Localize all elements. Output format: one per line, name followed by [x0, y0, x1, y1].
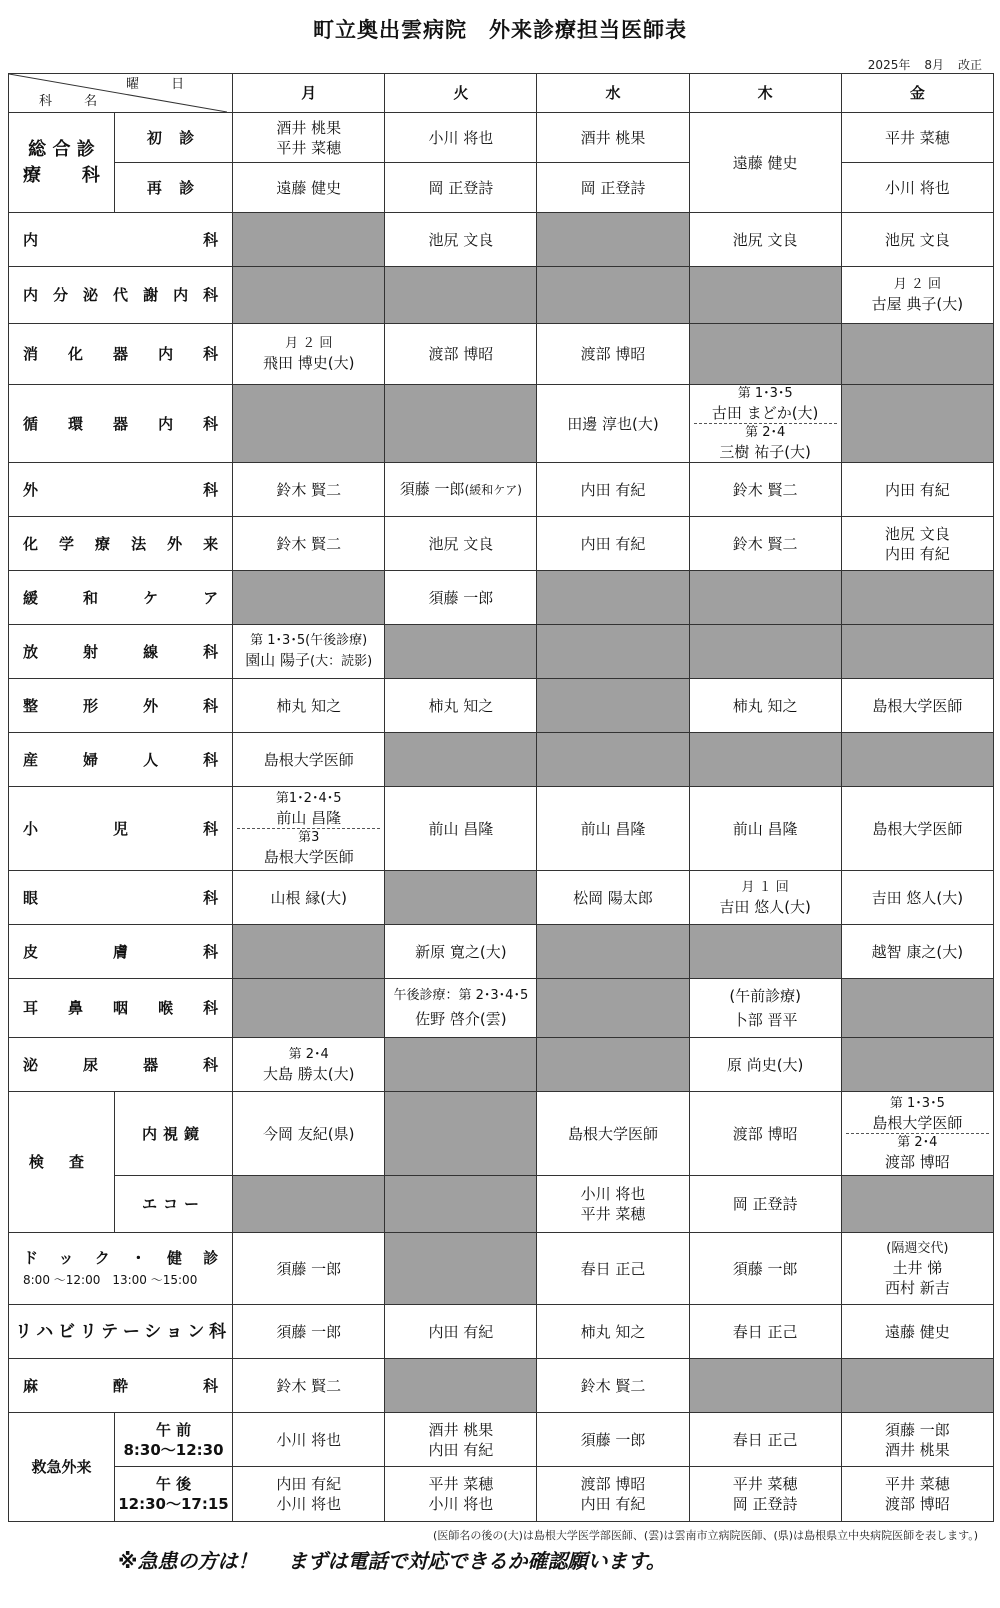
- doctor-cell: 柿丸 知之: [537, 1305, 689, 1359]
- row-geka: [9, 463, 994, 517]
- empty-cell: [841, 1176, 993, 1233]
- doctor-cell: 鈴木 賢二: [233, 1359, 385, 1413]
- doctor-cell: 春日 正己: [689, 1413, 841, 1467]
- doctor-cell: 吉田 悠人(大): [841, 871, 993, 925]
- empty-cell: [233, 571, 385, 625]
- empty-cell: [841, 324, 993, 385]
- row-shoka: [9, 324, 994, 385]
- doctor-cell: 鈴木 賢二: [689, 517, 841, 571]
- empty-cell: [233, 925, 385, 979]
- empty-cell: [537, 979, 689, 1038]
- doctor-cell: 内田 有紀: [537, 463, 689, 517]
- empty-cell: [537, 679, 689, 733]
- row-dock: [9, 1233, 994, 1305]
- dept-dock: ドック・健診 8:00 ～12:00 13:00 ～15:00: [9, 1233, 233, 1305]
- dept-masui: 麻酔科: [9, 1359, 233, 1413]
- row-shoni: [9, 787, 994, 871]
- row-kensa-2: [9, 1176, 994, 1233]
- doctor-cell: 月 １ 回 吉田 悠人(大): [689, 871, 841, 925]
- dept-hinyo: 泌尿器科: [9, 1038, 233, 1092]
- dept-geka: 外科: [9, 463, 233, 517]
- empty-cell: [841, 979, 993, 1038]
- row-naibunpi: [9, 267, 994, 324]
- doctor-cell: 内田 有紀: [385, 1305, 537, 1359]
- doctor-cell: 岡 正登詩: [385, 163, 537, 213]
- empty-cell: [385, 1233, 537, 1305]
- row-seikei: [9, 679, 994, 733]
- doctor-cell: (午前診療) 卜部 晋平: [689, 979, 841, 1038]
- empty-cell: [537, 925, 689, 979]
- dept-shoni: 小児科: [9, 787, 233, 871]
- doctor-cell: 今岡 友紀(県): [233, 1092, 385, 1176]
- empty-cell: [537, 267, 689, 324]
- dept-seikei: 整形外科: [9, 679, 233, 733]
- doctor-cell: 酒井 桃果 平井 菜穂: [233, 113, 385, 163]
- empty-cell: [537, 733, 689, 787]
- dept-kensa: 検 査: [9, 1092, 115, 1233]
- dept-kanwa: 緩和ケア: [9, 571, 233, 625]
- doctor-cell: 前山 昌隆: [385, 787, 537, 871]
- doctor-cell: 柿丸 知之: [233, 679, 385, 733]
- doctor-cell: 第 2･4 大島 勝太(大): [233, 1038, 385, 1092]
- dept-sogo: 総 合 診療科: [9, 113, 115, 213]
- row-sogo-1: [9, 113, 994, 163]
- row-junkan: [9, 385, 994, 463]
- doctor-cell: 島根大学医師: [841, 787, 993, 871]
- row-sanfu: [9, 733, 994, 787]
- doctor-cell: 島根大学医師: [233, 733, 385, 787]
- page-title: 町立奥出雲病院 外来診療担当医師表: [313, 18, 687, 42]
- dept-kagaku: 化学療法外来: [9, 517, 233, 571]
- doctor-cell: 平井 菜穂 岡 正登詩: [689, 1467, 841, 1522]
- doctor-cell: 第 1･3･5 古田 まどか(大) 第 2･4 三樹 祐子(大): [689, 385, 841, 463]
- doctor-cell: 平井 菜穂 渡部 博昭: [841, 1467, 993, 1522]
- row-ganka: [9, 871, 994, 925]
- empty-cell: [841, 1359, 993, 1413]
- row-hoshasen: [9, 625, 994, 679]
- doctor-cell: 第1･2･4･5 前山 昌隆 第3 島根大学医師: [233, 787, 385, 871]
- empty-cell: [537, 571, 689, 625]
- doctor-cell: 須藤 一郎: [233, 1305, 385, 1359]
- doctor-cell: 遠藤 健史: [233, 163, 385, 213]
- empty-cell: [385, 267, 537, 324]
- doctor-cell: 田邊 淳也(大): [537, 385, 689, 463]
- doctor-cell: 鈴木 賢二: [689, 463, 841, 517]
- doctor-cell: 酒井 桃果: [537, 113, 689, 163]
- row-sogo-2: [9, 163, 994, 213]
- row-naika: [9, 213, 994, 267]
- dept-shoka: 消化器内科: [9, 324, 233, 385]
- empty-cell: [385, 733, 537, 787]
- empty-cell: [385, 1092, 537, 1176]
- doctor-cell: 池尻 文良: [689, 213, 841, 267]
- dept-kyukyu: 救急外来: [9, 1413, 115, 1522]
- doctor-cell: 松岡 陽太郎: [537, 871, 689, 925]
- doctor-cell: 月 ２ 回 古屋 典子(大): [841, 267, 993, 324]
- empty-cell: [841, 385, 993, 463]
- doctor-cell: 内田 有紀 小川 将也: [233, 1467, 385, 1522]
- doctor-cell: 池尻 文良: [385, 213, 537, 267]
- doctor-cell: 池尻 文良 内田 有紀: [841, 517, 993, 571]
- doctor-cell: 岡 正登詩: [689, 1176, 841, 1233]
- row-kyukyu-pm: [9, 1467, 994, 1522]
- doctor-cell: 春日 正己: [537, 1233, 689, 1305]
- doctor-cell: 原 尚史(大): [689, 1038, 841, 1092]
- footnote: (医師名の後の(大)は島根大学医学部医師、(雲)は雲南市立病院医師、(県)は島根県立中央病院医師を表します。): [433, 1529, 978, 1542]
- day-fri: 金: [841, 74, 993, 113]
- row-kanwa: [9, 571, 994, 625]
- doctor-cell: 鈴木 賢二: [233, 517, 385, 571]
- sub-naishikyo: 内視鏡: [114, 1092, 232, 1176]
- doctor-cell: 内田 有紀: [841, 463, 993, 517]
- empty-cell: [689, 571, 841, 625]
- header-row: [9, 74, 994, 113]
- row-kyukyu-am: [9, 1413, 994, 1467]
- empty-cell: [689, 925, 841, 979]
- empty-cell: [689, 1359, 841, 1413]
- empty-cell: [841, 571, 993, 625]
- doctor-cell: 島根大学医師: [537, 1092, 689, 1176]
- dept-hifu: 皮膚科: [9, 925, 233, 979]
- dept-junkan: 循環器内科: [9, 385, 233, 463]
- doctor-cell: 須藤 一郎 酒井 桃果: [841, 1413, 993, 1467]
- emergency-notice: ※急患の方は！ まずは電話で対応できるか確認願います。: [118, 1549, 666, 1573]
- empty-cell: [233, 267, 385, 324]
- sub-shoshin: 初 診: [114, 113, 232, 163]
- dept-naika: 内科: [9, 213, 233, 267]
- empty-cell: [385, 625, 537, 679]
- doctor-cell: 渡部 博昭: [689, 1092, 841, 1176]
- dept-hoshasen: 放射線科: [9, 625, 233, 679]
- doctor-cell: 岡 正登詩: [537, 163, 689, 213]
- doctor-cell: 内田 有紀: [537, 517, 689, 571]
- empty-cell: [841, 1038, 993, 1092]
- doctor-cell: 酒井 桃果 内田 有紀: [385, 1413, 537, 1467]
- empty-cell: [233, 979, 385, 1038]
- doctor-cell: 遠藤 健史: [689, 113, 841, 213]
- doctor-cell: 島根大学医師: [841, 679, 993, 733]
- doctor-cell: 前山 昌隆: [689, 787, 841, 871]
- doctor-cell: 池尻 文良: [841, 213, 993, 267]
- row-jibi: [9, 979, 994, 1038]
- empty-cell: [841, 625, 993, 679]
- dept-jibi: 耳鼻咽喉科: [9, 979, 233, 1038]
- empty-cell: [385, 385, 537, 463]
- sub-eko: エコー: [114, 1176, 232, 1233]
- doctor-cell: 第 1･3･5 島根大学医師 第 2･4 渡部 博昭: [841, 1092, 993, 1176]
- doctor-cell: 越智 康之(大): [841, 925, 993, 979]
- doctor-cell: 新原 寛之(大): [385, 925, 537, 979]
- doctor-cell: 柿丸 知之: [689, 679, 841, 733]
- empty-cell: [385, 1176, 537, 1233]
- empty-cell: [689, 267, 841, 324]
- doctor-cell: (隔週交代) 土井 悌 西村 新吉: [841, 1233, 993, 1305]
- doctor-cell: 柿丸 知之: [385, 679, 537, 733]
- doctor-cell: 午 後 12:30～17:15: [114, 1467, 232, 1522]
- dept-reha: リハビリテーション科: [9, 1305, 233, 1359]
- empty-cell: [537, 213, 689, 267]
- revision-date: 2025年 8月 改正: [867, 58, 982, 72]
- empty-cell: [689, 733, 841, 787]
- dept-ganka: 眼科: [9, 871, 233, 925]
- doctor-cell: 須藤 一郎: [689, 1233, 841, 1305]
- empty-cell: [385, 871, 537, 925]
- doctor-cell: 小川 将也: [385, 113, 537, 163]
- doctor-cell: 小川 将也 平井 菜穂: [537, 1176, 689, 1233]
- doctor-cell: 平井 菜穂 小川 将也: [385, 1467, 537, 1522]
- doctor-cell: 須藤 一郎: [537, 1413, 689, 1467]
- doctor-cell: 小川 将也: [841, 163, 993, 213]
- empty-cell: [537, 1038, 689, 1092]
- dept-sanfu: 産婦人科: [9, 733, 233, 787]
- row-kagaku: [9, 517, 994, 571]
- doctor-cell: 遠藤 健史: [841, 1305, 993, 1359]
- doctor-cell: 須藤 一郎: [385, 571, 537, 625]
- doctor-cell: 池尻 文良: [385, 517, 537, 571]
- empty-cell: [537, 625, 689, 679]
- empty-cell: [233, 213, 385, 267]
- doctor-cell: 午 前 8:30～12:30: [114, 1413, 232, 1467]
- doctor-cell: 春日 正己: [689, 1305, 841, 1359]
- row-masui: [9, 1359, 994, 1413]
- doctor-cell: 月 ２ 回 飛田 博史(大): [233, 324, 385, 385]
- doctor-cell: 平井 菜穂: [841, 113, 993, 163]
- day-thu: 木: [689, 74, 841, 113]
- doctor-cell: 山根 縁(大): [233, 871, 385, 925]
- doctor-cell: 第 1･3･5(午後診療) 園山 陽子(大：読影): [233, 625, 385, 679]
- doctor-cell: 鈴木 賢二: [537, 1359, 689, 1413]
- doctor-cell: 渡部 博昭: [537, 324, 689, 385]
- doctor-cell: 須藤 一郎: [233, 1233, 385, 1305]
- doctor-cell: 須藤 一郎(緩和ケア): [385, 463, 537, 517]
- day-mon: 月: [233, 74, 385, 113]
- empty-cell: [233, 385, 385, 463]
- doctor-cell: 前山 昌隆: [537, 787, 689, 871]
- day-tue: 火: [385, 74, 537, 113]
- sub-saishin: 再 診: [114, 163, 232, 213]
- row-kensa-1: [9, 1092, 994, 1176]
- row-hifu: [9, 925, 994, 979]
- doctor-cell: 小川 将也: [233, 1413, 385, 1467]
- empty-cell: [385, 1359, 537, 1413]
- empty-cell: [233, 1176, 385, 1233]
- empty-cell: [841, 733, 993, 787]
- row-reha: [9, 1305, 994, 1359]
- doctor-cell: 鈴木 賢二: [233, 463, 385, 517]
- dept-naibunpi: 内分泌代謝内科: [9, 267, 233, 324]
- doctor-cell: 渡部 博昭 内田 有紀: [537, 1467, 689, 1522]
- day-wed: 水: [537, 74, 689, 113]
- corner-cell: 曜 日 科 名: [9, 74, 233, 113]
- empty-cell: [385, 1038, 537, 1092]
- doctor-cell: 渡部 博昭: [385, 324, 537, 385]
- row-hinyo: [9, 1038, 994, 1092]
- doctor-cell: 午後診療：第 2･3･4･5 佐野 啓介(雲): [385, 979, 537, 1038]
- empty-cell: [689, 324, 841, 385]
- empty-cell: [689, 625, 841, 679]
- schedule-table: [8, 73, 994, 1522]
